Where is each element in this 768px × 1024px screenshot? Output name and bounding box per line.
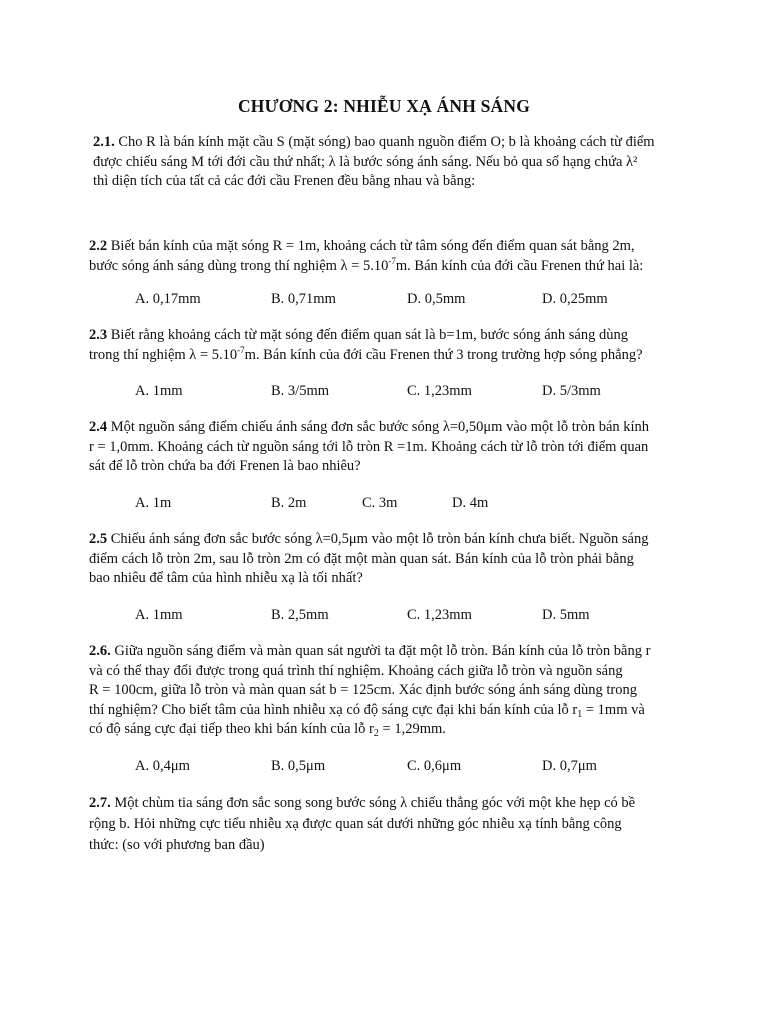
question-number: 2.6. — [89, 643, 111, 659]
answer-option-d[interactable]: D. 0,7μm — [542, 758, 597, 774]
question-text-line: r = 1,0mm. Khoảng cách từ nguồn sáng tới lỗ tròn R =1m. Khoảng cách từ lỗ tròn tới điểm quan — [89, 438, 649, 455]
question-text-line: được chiếu sáng M tới đới cầu thứ nhất; λ là bước sóng ánh sáng. Nếu bỏ qua số hạng chứa λ² — [93, 153, 638, 170]
question-text-line: = 1,29mm. — [378, 721, 446, 737]
question-text-line: thức: (so với phương ban đầu) — [89, 837, 265, 853]
question-text-line: = 1mm và — [582, 701, 645, 718]
answer-option-b[interactable]: B. 3/5mm — [271, 383, 330, 399]
answer-option-c[interactable]: C. 3m — [362, 495, 398, 511]
question-2-1 — [93, 133, 677, 192]
question-text-line: thí nghiệm? Cho biết tâm của hình nhiễu xạ có độ sáng cực đại khi bán kính của lỗ r — [89, 701, 578, 718]
question-2-7 — [89, 793, 677, 856]
answer-option-c[interactable]: D. 0,5mm — [407, 291, 466, 307]
answer-option-d[interactable]: D. 5/3mm — [542, 383, 601, 399]
answer-option-a[interactable]: A. 0,4μm — [135, 758, 190, 774]
question-text-line: Giữa nguồn sáng điểm và màn quan sát người ta đặt một lỗ tròn. Bán kính của lỗ tròn bằng r — [114, 643, 651, 659]
question-text-line: bước sóng ánh sáng dùng trong thí nghiệm λ = 5.10 — [89, 257, 389, 274]
question-number: 2.2 — [89, 238, 108, 254]
question-text-line: trong thí nghiệm λ = 5.10 — [89, 346, 238, 363]
answer-options — [0, 383, 768, 403]
question-2-4 — [89, 418, 677, 477]
answer-option-a[interactable]: A. 1mm — [135, 383, 183, 399]
question-text-line: rộng b. Hỏi những cực tiểu nhiễu xạ được quan sát dưới những góc nhiễu xạ tính bằng công — [89, 816, 622, 832]
question-text-line: R = 100cm, giữa lỗ tròn và màn quan sát b = 125cm. Xác định bước sóng ánh sáng dùng trong — [89, 682, 637, 698]
question-number: 2.1. — [93, 134, 115, 150]
answer-options — [0, 495, 768, 515]
question-number: 2.4 — [89, 419, 108, 435]
answer-option-b[interactable]: B. 2,5mm — [271, 607, 329, 623]
question-text-line: bao nhiêu để tâm của hình nhiễu xạ là tối nhất? — [89, 570, 363, 586]
question-text-line: điểm cách lỗ tròn 2m, sau lỗ tròn 2m có đặt một màn quan sát. Bán kính của lỗ tròn phải bằng — [89, 550, 634, 567]
answer-option-d[interactable]: D. 0,25mm — [542, 291, 608, 307]
question-text-line: Biết bán kính của mặt sóng R = 1m, khoảng cách từ tâm sóng đến điểm quan sát bằng 2m, — [110, 238, 635, 254]
question-text-line: và có thể thay đổi được trong quá trình thí nghiệm. Khoảng cách giữa lỗ tròn và nguồn sáng — [89, 662, 623, 679]
question-text-line: thì diện tích của tất cả các đới cầu Frenen đều bằng nhau và bằng: — [93, 173, 476, 189]
question-number: 2.5 — [89, 531, 108, 547]
question-text-line: Biết rằng khoảng cách từ mặt sóng đến điểm quan sát là b=1m, bước sóng ánh sáng dùng — [110, 327, 628, 343]
answer-options — [0, 291, 768, 311]
answer-option-c[interactable]: C. 0,6μm — [407, 758, 462, 774]
question-text-line: m. Bán kính của đới cầu Frenen thứ 3 trong trường hợp sóng phẳng? — [244, 346, 643, 363]
question-text-line: m. Bán kính của đới cầu Frenen thứ hai là: — [395, 257, 644, 274]
question-text-line: Một nguồn sáng điểm chiếu ánh sáng đơn sắc bước sóng λ=0,50μm vào một lỗ tròn bán kính — [110, 419, 650, 435]
question-2-6 — [89, 642, 677, 740]
question-text-line: Cho R là bán kính mặt cầu S (mặt sóng) bao quanh nguồn điểm O; b là khoảng cách từ điểm — [118, 134, 655, 150]
chapter-title: CHƯƠNG 2: NHIỄU XẠ ÁNH SÁNG — [237, 96, 531, 116]
answer-option-b[interactable]: B. 0,71mm — [271, 291, 336, 307]
answer-option-d[interactable]: D. 5mm — [542, 607, 590, 623]
question-text-line: sát để lỗ tròn chứa ba đới Frenen là bao nhiêu? — [89, 458, 361, 474]
answer-option-a[interactable]: A. 1m — [135, 495, 172, 511]
answer-option-b[interactable]: B. 2m — [271, 495, 307, 511]
question-2-5 — [89, 530, 677, 589]
answer-option-c[interactable]: C. 1,23mm — [407, 383, 472, 399]
answer-option-d[interactable]: D. 4m — [452, 495, 489, 511]
exponent: -7 — [388, 255, 396, 266]
subscript: 2 — [373, 728, 379, 739]
subscript: 1 — [577, 708, 583, 720]
answer-option-b[interactable]: B. 0,5μm — [271, 758, 326, 774]
question-text-line: Chiếu ánh sáng đơn sắc bước sóng λ=0,5μm vào một lỗ tròn bán kính chưa biết. Nguồn sáng — [110, 531, 649, 547]
answer-options — [0, 758, 768, 778]
exponent: -7 — [237, 344, 245, 355]
answer-option-a[interactable]: A. 1mm — [135, 607, 183, 623]
question-2-2 — [89, 237, 677, 276]
question-number: 2.7. — [89, 795, 111, 811]
question-text-line: Một chùm tia sáng đơn sắc song song bước sóng λ chiếu thẳng góc với một khe hẹp có bề — [114, 795, 636, 811]
question-number: 2.3 — [89, 327, 108, 343]
answer-option-c[interactable]: C. 1,23mm — [407, 607, 472, 623]
question-2-3 — [89, 326, 677, 365]
question-text-line: có độ sáng cực đại tiếp theo khi bán kính của lỗ r — [89, 721, 374, 737]
answer-options — [0, 607, 768, 627]
answer-option-a[interactable]: A. 0,17mm — [135, 291, 201, 307]
